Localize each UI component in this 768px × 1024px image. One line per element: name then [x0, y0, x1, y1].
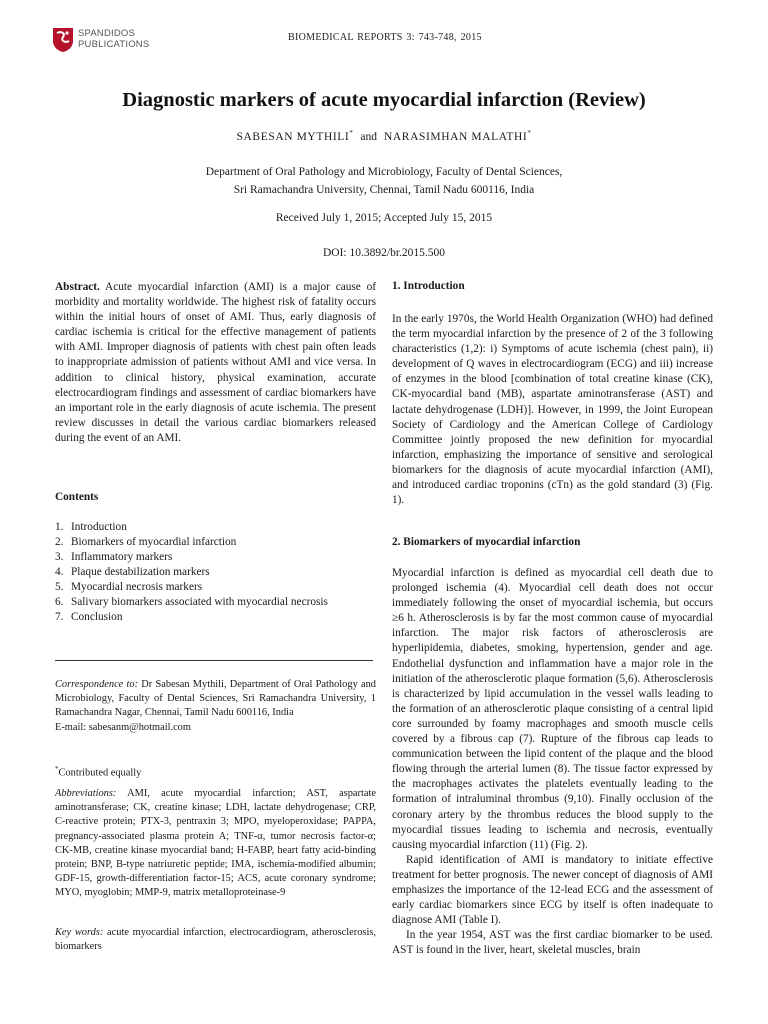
publisher-line2: PUBLICATIONS — [78, 38, 150, 50]
contents-item[interactable] — [55, 595, 376, 610]
contents-item-num: 3. — [55, 551, 64, 563]
biomarkers-paragraph-2: Rapid identification of AMI is mandatory to initiate effective treatment for better prognosis. The newer concept of diagnosis of AMI emphasizes the importance of the 12-lead ECG and the assessment of early cardiac biomarkers since ECG by itself is often inadequate to diagnose AMI (Table I). — [392, 853, 713, 927]
contents-item-num: 7. — [55, 611, 64, 623]
contents-item-label: Myocardial necrosis markers — [71, 581, 203, 593]
author-2-mark: * — [527, 129, 532, 137]
publisher-shield-icon — [52, 27, 74, 53]
correspondence-text: Dr Sabesan Mythili, Department of Oral Pathology and Microbiology, Faculty of Dental Sciences, Sri Ramachandra University, 1 Ramachandra Nagar, Chennai, Tamil Nadu 600116, India — [55, 679, 376, 719]
contents-item-label: Introduction — [71, 521, 127, 533]
correspondence-note — [55, 678, 376, 735]
contents-item-label: Inflammatory markers — [71, 551, 173, 563]
author-1: SABESAN MYTHILI — [236, 131, 350, 143]
received-accepted-dates: Received July 1, 2015; Accepted July 15, 2015 — [275, 212, 493, 224]
abstract — [55, 280, 376, 446]
contents-list — [55, 520, 376, 625]
contents-item-num: 4. — [55, 566, 64, 578]
contents-item[interactable] — [55, 550, 376, 565]
contents-item-num: 5. — [55, 581, 64, 593]
contributed-note — [55, 762, 376, 781]
contributed-text: Contributed equally — [58, 767, 142, 779]
contributed-mark: * — [55, 765, 59, 773]
doi[interactable]: DOI: 10.3892/br.2015.500 — [322, 247, 446, 259]
keywords-note — [55, 926, 376, 954]
contents-item-num: 2. — [55, 536, 64, 548]
keywords-text: acute myocardial infarction, electrocardiogram, atherosclerosis, biomarkers — [55, 927, 376, 953]
author-line — [0, 131, 768, 143]
abstract-text: Acute myocardial infarction (AMI) is a major cause of morbidity and mortality worldwide. The highest risk of fatality occurs within the initial hours of onset of AMI. Thus, early diagnosis of cardiac ischemia is critical for the effective management of patients with AMI. Improper diagnosis of patients with chest pain often leads to inappropriate admission of patients without AMI and vice versa. In addition to clinical history, physical examination, accurate electrocardiogram findings and assessment of cardiac biomarkers have an important role in the early diagnosis of acute ischemia. The present review discusses in detail the various cardiac biomarkers released during the event of an AMI. — [55, 281, 376, 444]
abbreviations-note — [55, 787, 376, 901]
contents-item[interactable] — [55, 580, 376, 595]
contents-item[interactable] — [55, 610, 376, 625]
introduction-heading: 1. Introduction — [392, 280, 465, 292]
contents-item-num: 6. — [55, 596, 64, 608]
contents-item-label: Plaque destabilization markers — [71, 566, 210, 578]
author-2: NARASIMHAN MALATHI — [383, 131, 528, 143]
contents-item-num: 1. — [55, 521, 64, 533]
abstract-label: Abstract. — [55, 281, 100, 293]
contents-item[interactable] — [55, 565, 376, 580]
author-1-mark: * — [349, 129, 354, 137]
publisher-line1: SPANDIDOS — [78, 28, 136, 39]
contents-item[interactable] — [55, 535, 376, 550]
biomarkers-section — [392, 566, 713, 958]
contents-heading: Contents — [55, 491, 99, 503]
contents-item-label: Conclusion — [71, 611, 123, 623]
biomarkers-heading: 2. Biomarkers of myocardial infarction — [392, 536, 581, 548]
publisher-name — [78, 29, 149, 50]
biomarkers-paragraph-1: Myocardial infarction is defined as myocardial cell death due to prolonged ischemia (4). Myocardial cell death does not occur immediately following the onset of myocardial ischemia, but occurs ≥6 h. Atherosclerosis is by far the most common cause of myocardial infarction. The major risk factors of atherosclerosis are hyperlipidemia, diabetes, smoking, hypertension, gender and age. Endothelial dysfunction and inflammation have a major role in the initiation of the atherosclerotic plaque formation (5,6). Atherosclerosis is characterized by lipid accumulation in the vessel walls leading to the formation of an atherosclerotic plaque consisting of a central lipid core surrounded by foamy macrophages and smooth muscle cells covered by a fibrous cap (7). Rupture of the fibrous cap leads to communication between the lipid content of the plaque and the blood flowing through the arterial lumen (8). The tissue factor expressed by the macrophages activates the platelets eventually leading to the formation of intraluminal thrombus (9,10). Finally occlusion of the coronary artery by the thrombus reduces the blood supply to the myocardial tissues leading to ischemia and necrosis, eventually causing myocardial infarction (11) (Fig. 2). — [392, 567, 713, 851]
biomarkers-paragraph-3: In the year 1954, AST was the first cardiac biomarker to be used. AST is found in the liver, heart, skeletal muscles, brain — [392, 929, 713, 957]
contents-item-label: Biomarkers of myocardial infarction — [71, 536, 237, 548]
introduction-paragraph — [392, 312, 713, 508]
affiliation-line2: Sri Ramachandra University, Chennai, Tamil Nadu 600116, India — [233, 184, 535, 196]
article-title: Diagnostic markers of acute myocardial infarction (Review) — [122, 89, 646, 111]
introduction-text: In the early 1970s, the World Health Organization (WHO) had defined the term myocardial infarction by the presence of 2 of the 3 following characteristics (1,2): i) Symptoms of acute ischemia (chest pain), ii) development of Q waves in electrocardiogram (ECG) and iii) increase of enzymes in the blood [combination of total creatine kinase (CK), CK-myocardial band (MB), aspartate aminotransferase (AST) and lactate dehydrogenase (LDH)]. However, in 1999, the Joint European Society of Cardiology and the American College of Cardiology Committee jointly proposed the new definition for myocardial infarction, emphasizing the importance of sensitive and serological biomarkers for the diagnosis of acute myocardial infarction (AMI), and introduced cardiac troponins (cTn) as the gold standard (3) (Fig. 1). — [392, 313, 713, 507]
footnote-divider — [55, 660, 373, 661]
correspondence-label: Correspondence to: — [55, 679, 139, 690]
contents-item-label: Salivary biomarkers associated with myocardial necrosis — [71, 596, 328, 608]
affiliation-line1: Department of Oral Pathology and Microbiology, Faculty of Dental Sciences, — [205, 166, 563, 178]
keywords-label: Key words: — [55, 927, 104, 938]
publisher-logo — [52, 27, 162, 57]
abbreviations-label: Abbreviations: — [55, 788, 117, 799]
abbreviations-text: AMI, acute myocardial infarction; AST, aspartate aminotransferase; CK, creatine kinase; LDH, lactate dehydrogenase; CRP, C-reactive protein; PTX-3, pentraxin 3; MPO, myeloperoxidase; PAPPA, pregnancy-associated plasma protein A; TNF-α, tumor necrosis factor-α; CK-MB, creatine kinase myocardial band; H-FABP, heart fatty acid-binding protein; BNP, B-type natriuretic peptide; IMA, ischemia-modified albumin; GDF-15, growth-differentiation factor-15; ACS, acute coronary syndrome; MYO, myoglobin; MMP-9, matrix metalloproteinase-9 — [55, 788, 376, 899]
author-conjunction: and — [360, 131, 378, 143]
running-head: BIOMEDICAL REPORTS 3: 743-748, 2015 — [288, 32, 482, 43]
affiliation — [0, 163, 768, 199]
contents-item[interactable] — [55, 520, 376, 535]
correspondence-email[interactable]: E-mail: sabesanm@hotmail.com — [55, 721, 191, 733]
